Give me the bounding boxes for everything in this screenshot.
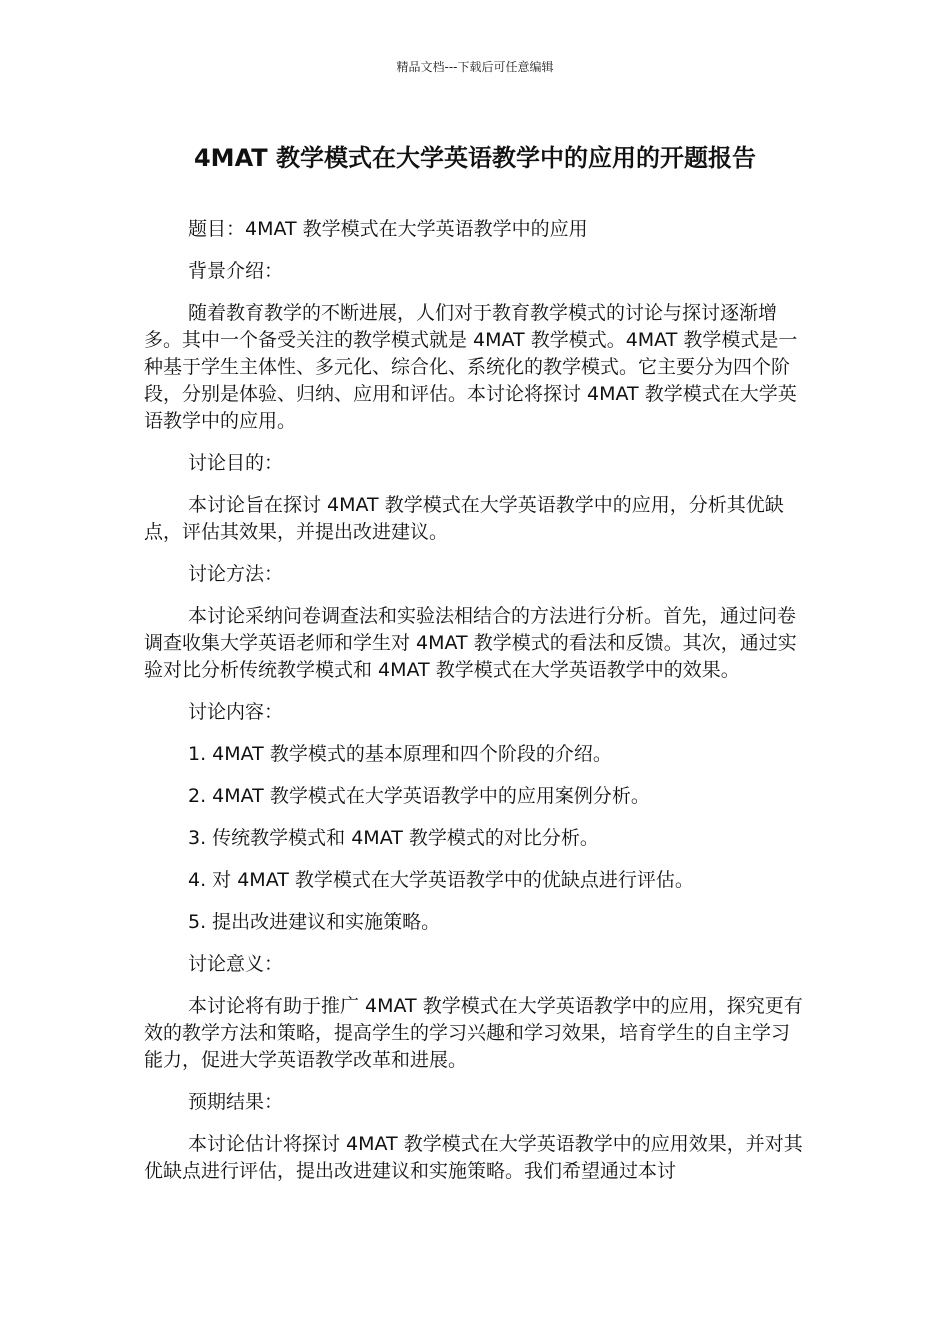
topic-line: 题目：4MAT 教学模式在大学英语教学中的应用 <box>188 218 588 240</box>
content-list-item: 4. 对 4MAT 教学模式在大学英语教学中的优缺点进行评估。 <box>188 869 694 891</box>
paragraph-significance: 本讨论将有助于推广 4MAT 教学模式在大学英语教学中的应用，探究更有效的教学方法和策略，提高学生的学习兴趣和学习效果，培育学生的自主学习能力，促进大学英语教学改革和进展。 <box>144 995 803 1071</box>
document-body <box>144 216 808 1200</box>
section-label-content: 讨论内容： <box>188 701 284 723</box>
section-label-expected-results: 预期结果： <box>188 1091 284 1113</box>
document-title: 4MAT 教学模式在大学英语教学中的应用的开题报告 <box>193 144 757 172</box>
header-note: 精品文档---下载后可任意编辑 <box>396 60 554 74</box>
section-label-background: 背景介绍： <box>188 260 284 282</box>
section-label-significance: 讨论意义： <box>188 953 284 975</box>
content-list-item: 1. 4MAT 教学模式的基本原理和四个阶段的介绍。 <box>188 743 612 765</box>
paragraph-expected-results: 本讨论估计将探讨 4MAT 教学模式在大学英语教学中的应用效果，并对其优缺点进行评估，提出改进建议和实施策略。我们希望通过本讨 <box>144 1133 803 1182</box>
content-list-item: 3. 传统教学模式和 4MAT 教学模式的对比分析。 <box>188 827 599 849</box>
section-label-method: 讨论方法： <box>188 563 284 585</box>
paragraph-purpose: 本讨论旨在探讨 4MAT 教学模式在大学英语教学中的应用，分析其优缺点，评估其效果，并提出改进建议。 <box>144 494 784 543</box>
paragraph-background: 随着教育教学的不断进展，人们对于教育教学模式的讨论与探讨逐渐增多。其中一个备受关注的教学模式就是 4MAT 教学模式。4MAT 教学模式是一种基于学生主体性、多元化、综合化、系统化的教学模式。它主要分为四个阶段，分别是体验、归纳、应用和评估。本讨论将探讨 4MAT 教学模式在大学英语教学中的应用。 <box>144 302 798 432</box>
content-list-item: 5. 提出改进建议和实施策略。 <box>188 911 441 933</box>
content-list-item: 2. 4MAT 教学模式在大学英语教学中的应用案例分析。 <box>188 785 650 807</box>
section-label-purpose: 讨论目的： <box>188 452 284 474</box>
paragraph-method: 本讨论采纳问卷调查法和实验法相结合的方法进行分析。首先，通过问卷调查收集大学英语老师和学生对 4MAT 教学模式的看法和反馈。其次，通过实验对比分析传统教学模式和 4MAT 教学模式在大学英语教学中的效果。 <box>144 605 797 681</box>
